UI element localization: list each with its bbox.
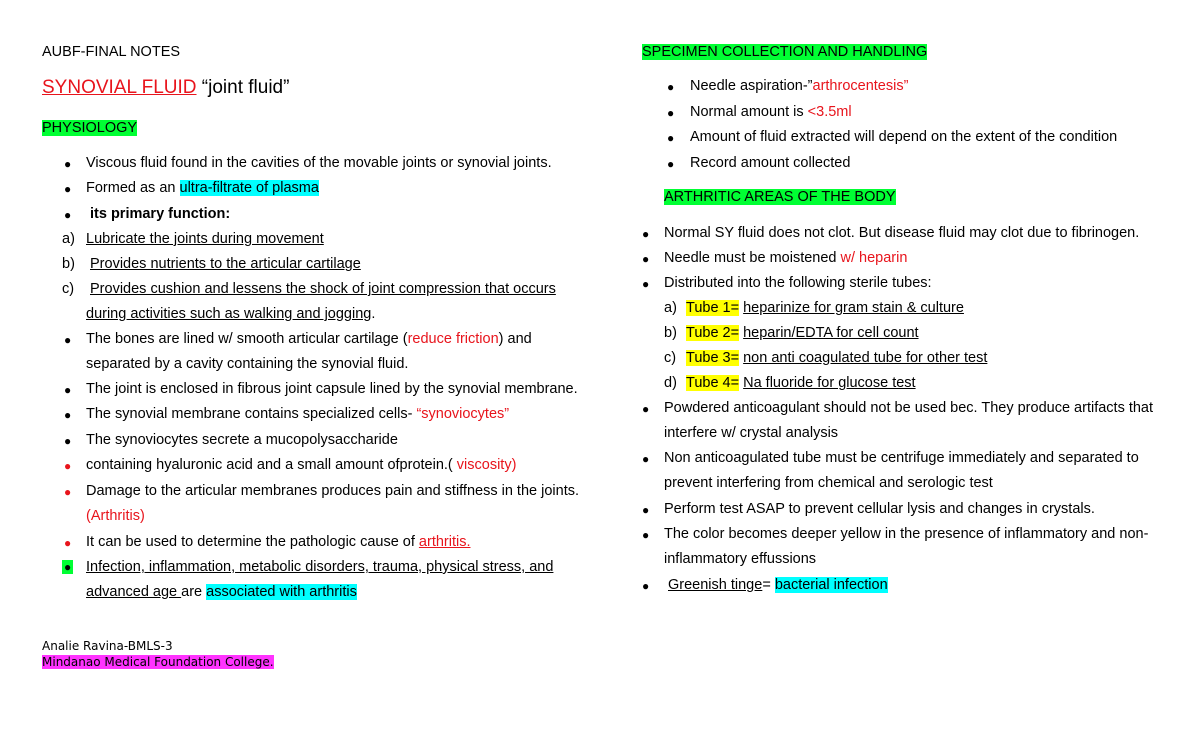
text: non anti coagulated tube for other test: [743, 350, 988, 366]
bullet-icon: ●: [642, 579, 650, 593]
list-item: [686, 325, 919, 341]
text: advanced age: [86, 584, 182, 600]
list-item: Powdered anticoagulant should not be used bec. They produce artifacts that: [664, 400, 1154, 416]
red-text: arthritis.: [418, 534, 471, 550]
list-label: b): [664, 325, 677, 341]
bullet-icon: ●: [667, 157, 675, 171]
bullet-icon: ●: [64, 485, 72, 499]
list-item: Lubricate the joints during movement: [86, 231, 324, 247]
text: heparin/EDTA for cell count: [743, 325, 919, 341]
red-text: viscosity): [452, 457, 517, 473]
red-text: reduce friction: [407, 331, 499, 347]
list-item-cont: separated by a cavity containing the synovial fluid.: [86, 356, 409, 372]
list-item: [86, 406, 509, 422]
list-item-cont: [86, 306, 375, 322]
list-item: [668, 577, 888, 593]
list-item-cont: (Arthritis): [86, 508, 145, 524]
highlight-text: Tube 4=: [686, 375, 740, 391]
red-text: arthrocentesis”: [812, 78, 909, 94]
highlight-text: Tube 2=: [686, 325, 740, 341]
list-item: Distributed into the following sterile tubes:: [664, 275, 932, 291]
list-item: Provides nutrients to the articular cartilage: [90, 256, 361, 272]
list-item: Damage to the articular membranes produces pain and stiffness in the joints.: [86, 483, 579, 499]
list-label: c): [62, 281, 75, 297]
text: are: [181, 584, 207, 600]
list-item: The joint is enclosed in fibrous joint capsule lined by the synovial membrane.: [86, 381, 578, 397]
physiology-heading-text: PHYSIOLOGY: [42, 120, 138, 136]
bullet-icon: ●: [64, 383, 72, 397]
list-item: [686, 300, 964, 316]
text: Needle must be moistened: [664, 250, 841, 266]
bullet-icon: ●: [64, 182, 72, 196]
list-label: d): [664, 375, 677, 391]
list-item: [690, 104, 852, 120]
bullet-icon: ●: [642, 227, 650, 241]
bullet-icon: ●: [64, 408, 72, 422]
list-item: Viscous fluid found in the cavities of the movable joints or synovial joints.: [86, 155, 552, 171]
title-joint-fluid: “joint fluid”: [196, 77, 290, 98]
list-item: [686, 375, 916, 391]
bullet-icon: ●: [64, 157, 72, 171]
list-item: Provides cushion and lessens the shock of joint compression that occurs: [90, 281, 556, 297]
footer-name: Analie Ravina-BMLS-3: [42, 639, 173, 653]
bullet-icon: ●: [64, 208, 72, 222]
text: It can be used to determine the pathologic cause of: [86, 534, 419, 550]
bullet-icon: ●: [642, 277, 650, 291]
specimen-heading: [642, 44, 927, 60]
list-item: [664, 250, 907, 266]
highlight-text: ultra-filtrate of plasma: [179, 180, 319, 196]
arthritic-heading: [664, 189, 896, 205]
list-item: [690, 78, 908, 94]
red-text: “synoviocytes”: [416, 406, 510, 422]
list-item: The synoviocytes secrete a mucopolysaccharide: [86, 432, 398, 448]
specimen-heading-text: SPECIMEN COLLECTION AND HANDLING: [642, 44, 928, 60]
list-item: Non anticoagulated tube must be centrifuge immediately and separated to: [664, 450, 1139, 466]
text: =: [762, 577, 775, 593]
bullet-icon: ●: [64, 459, 72, 473]
list-item: Infection, inflammation, metabolic disorders, trauma, physical stress, and: [86, 559, 554, 575]
list-item: Amount of fluid extracted will depend on the extent of the condition: [690, 129, 1118, 145]
text: The synovial membrane contains specialized cells-: [86, 406, 417, 422]
text: during activities such as walking and jogging: [86, 306, 372, 322]
list-item: The color becomes deeper yellow in the presence of inflammatory and non-: [664, 526, 1149, 542]
list-label: a): [62, 231, 75, 247]
red-text: <3.5ml: [807, 104, 852, 120]
highlight-text: Tube 3=: [686, 350, 740, 366]
bullet-icon: ●: [64, 560, 72, 574]
bullet-icon: ●: [667, 106, 675, 120]
bullet-icon: ●: [642, 503, 650, 517]
list-item: its primary function:: [90, 206, 231, 222]
bullet-icon: ●: [64, 536, 72, 550]
list-item: Perform test ASAP to prevent cellular lysis and changes in crystals.: [664, 501, 1095, 517]
text: Formed as an: [86, 180, 180, 196]
bullet-icon: ●: [64, 434, 72, 448]
bullet-icon: ●: [642, 252, 650, 266]
list-item: [86, 457, 516, 473]
text: Normal amount is: [690, 104, 808, 120]
list-item: [686, 350, 987, 366]
bullet-icon: ●: [64, 333, 72, 347]
bullet-icon: ●: [642, 452, 650, 466]
highlight-text: bacterial infection: [774, 577, 888, 593]
text: heparinize for gram stain & culture: [743, 300, 964, 316]
list-item-cont: [86, 584, 357, 600]
text: The bones are lined w/ smooth articular cartilage (: [86, 331, 408, 347]
list-item-cont: inflammatory effussions: [664, 551, 817, 567]
text: .: [371, 306, 376, 322]
page-title: [42, 77, 289, 99]
list-label: b): [62, 256, 75, 272]
list-label: a): [664, 300, 677, 316]
list-label: c): [664, 350, 677, 366]
list-item: [86, 534, 471, 550]
text: Greenish tinge: [668, 577, 763, 593]
list-item: [86, 331, 532, 347]
bullet-icon: ●: [642, 528, 650, 542]
list-item-cont: interfere w/ crystal analysis: [664, 425, 839, 441]
footer-school-text: Mindanao Medical Foundation College.: [42, 655, 274, 669]
footer-school: [42, 655, 274, 669]
bullet-icon: ●: [667, 131, 675, 145]
bullet-icon: ●: [667, 80, 675, 94]
title-synovial-fluid: SYNOVIAL FLUID: [42, 77, 197, 98]
arthritic-heading-text: ARTHRITIC AREAS OF THE BODY: [664, 189, 896, 205]
list-item-cont: prevent interfering from chemical and serologic test: [664, 475, 993, 491]
text: Needle aspiration-”: [690, 78, 813, 94]
red-text: w/ heparin: [840, 250, 908, 266]
text: Na fluoride for glucose test: [743, 375, 916, 391]
bullet-icon: ●: [642, 402, 650, 416]
list-item: Normal SY fluid does not clot. But disease fluid may clot due to fibrinogen.: [664, 225, 1140, 241]
highlight-text: associated with arthritis: [206, 584, 357, 600]
physiology-heading: [42, 120, 137, 136]
highlight-text: Tube 1=: [686, 300, 740, 316]
doc-header: AUBF-FINAL NOTES: [42, 44, 181, 60]
list-item: Record amount collected: [690, 155, 851, 171]
text: ) and: [498, 331, 532, 347]
text: containing hyaluronic acid and a small amount ofprotein.(: [86, 457, 453, 473]
list-item: [86, 180, 319, 196]
